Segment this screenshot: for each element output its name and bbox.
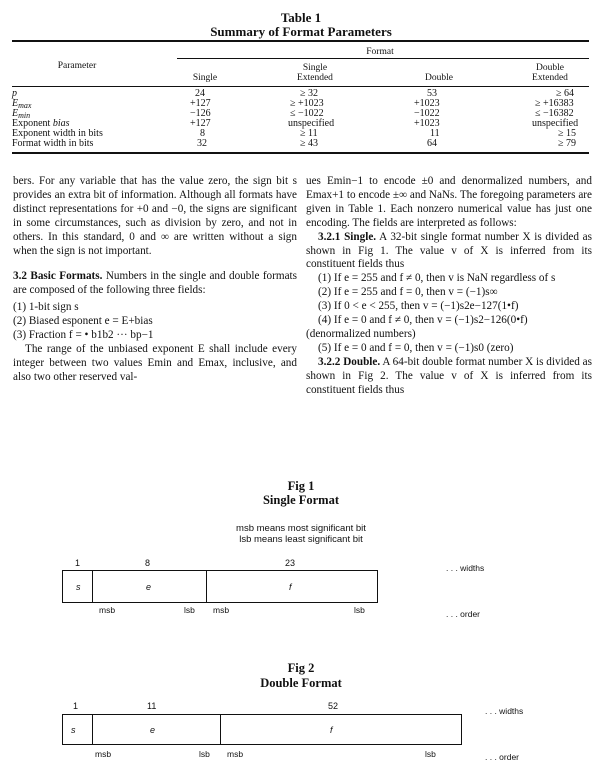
fig1-widths-label: . . . widths [446, 563, 485, 573]
table-subtitle: Summary of Format Parameters [210, 24, 392, 39]
col-double-ext-1: Double [536, 63, 564, 73]
fig2-field-e: e [150, 725, 156, 735]
paragraph-text: Numbers in the single and double formats are composed of the following three fields: [13, 270, 297, 297]
col-single: Single [192, 73, 218, 83]
list-item: (1) 1-bit sign s [13, 301, 79, 314]
cell-double: +1023 [414, 98, 440, 109]
fig2-order-label: . . . order [485, 752, 520, 762]
fig1-subcaption: Single Format [262, 493, 340, 507]
cell-double-ext: ≥ 64 [556, 88, 574, 99]
section-heading: 3.2 Basic Formats. [13, 270, 103, 283]
row-param: $E_{max}$ [12, 98, 32, 110]
col-double: Double [425, 73, 453, 83]
fig2-field-s: s [71, 725, 76, 735]
fig1-width-s: 1 [75, 558, 81, 568]
list-item: (1) If e = 255 and f ≠ 0, then v is NaN regardless of s [318, 272, 556, 285]
fig2-width-f: 52 [328, 701, 339, 711]
paragraph [306, 231, 592, 273]
fig2-lsb: lsb [425, 749, 436, 759]
left-column [13, 175, 297, 385]
fig2-subcaption: Double Format [260, 676, 342, 690]
list-item: (2) If e = 255 and f = 0, then v = (−1)s∞ [318, 286, 498, 299]
row-param: Format width in bits [12, 138, 94, 149]
col-double-ext-2: Extended [532, 73, 568, 83]
fig1-caption: Fig 1 [287, 479, 315, 493]
cell-single-ext: unspecified [288, 118, 335, 129]
cell-single: 24 [195, 88, 205, 99]
fig1-msb: msb [213, 605, 230, 615]
cell-double: +1023 [414, 118, 440, 129]
paragraph-text: A 32-bit single format number X is divided as shown in Fig 1. The value v of X is inferred from its constituent fields thus [306, 230, 592, 271]
fig2-width-e: 11 [147, 701, 157, 711]
list-item: (5) If e = 0 and f = 0, then v = (−1)s0 (zero) [318, 341, 514, 354]
list-item: (4) If e = 0 and f ≠ 0, then v = (−1)s2−126(0•f) (denormalized numbers) [306, 314, 528, 340]
fig2-divider [220, 714, 221, 745]
cell-single-ext: ≥ 43 [300, 138, 318, 149]
cell-single: 32 [197, 138, 207, 149]
fig1-field-e: e [146, 582, 152, 592]
fig1-legend-msb: msb means most significant bit [236, 523, 366, 534]
fig1-lsb: lsb [354, 605, 365, 615]
fig1-field-s: s [76, 582, 81, 592]
list-item: (3) Fraction f = • b1b2 ··· bp−1 [13, 329, 154, 342]
cell-double: 53 [427, 88, 437, 99]
cell-double-ext: ≥ 15 [558, 128, 576, 139]
cell-single: −126 [190, 108, 211, 119]
cell-double: 64 [427, 138, 437, 149]
fig1-legend-lsb: lsb means least significant bit [239, 534, 363, 545]
list-item: (3) If 0 < e < 255, then v = (−1)s2e−127(1•f) [318, 300, 519, 313]
param-header: Parameter [57, 61, 97, 71]
row-param: p [12, 88, 17, 99]
cell-double-ext: unspecified [532, 118, 579, 129]
paragraph [306, 356, 592, 398]
format-header: Format [366, 47, 394, 57]
table-header-rule [12, 86, 589, 87]
row-param: Exponent width in bits [12, 128, 103, 139]
fig2-width-s: 1 [73, 701, 79, 711]
cell-single-ext: ≥ 11 [300, 128, 318, 139]
cell-single-ext: ≤ −1022 [290, 108, 324, 119]
cell-single: +127 [190, 118, 211, 129]
row-param: $E_{min}$ [12, 108, 31, 120]
table-bottom-rule [12, 152, 589, 154]
fig2-msb: msb [95, 749, 112, 759]
cell-single: 8 [200, 128, 205, 139]
paragraph-text: A 64-bit double format number X is divided as shown in Fig 2. The value v of X is inferred from its constituent fields thus [306, 355, 592, 396]
paragraph: ues Emin−1 to encode ±0 and denormalized numbers, and Emax+1 to encode ±∞ and NaNs. The foregoing parameters are given in Table 1. Each nonzero numerical value has just one encoding. The fields are interpreted as follows: [306, 175, 592, 229]
section-heading: 3.2.1 Single. [318, 230, 377, 243]
cell-double: −1022 [414, 108, 440, 119]
fig2-widths-label: . . . widths [485, 706, 524, 716]
cell-single-ext: ≥ 32 [300, 88, 318, 99]
fig2-field-f: f [330, 725, 333, 735]
fig1-divider [92, 570, 93, 603]
fig2-msb: msb [227, 749, 244, 759]
table-title: Table 1 [280, 10, 322, 25]
table-top-rule [12, 40, 589, 42]
cell-double-ext: ≥ +16383 [535, 98, 574, 109]
right-column [306, 175, 592, 398]
cell-double-ext: ≥ 79 [558, 138, 576, 149]
paragraph [13, 270, 297, 298]
paragraph: bers. For any variable that has the value zero, the sign bit s provides an extra bit of information. Although all formats have distinct representations for +0 and −0, the signs are significant in some circumstances, such as division by zero, and not in others. In this standard, 0 and ∞ are written without a sign when the sign is not important. [13, 175, 297, 257]
section-heading: 3.2.2 Double. [318, 355, 381, 368]
fig1-divider [206, 570, 207, 603]
fig2-caption: Fig 2 [287, 661, 315, 675]
fig2-lsb: lsb [199, 749, 210, 759]
row-param: Exponent bias [12, 118, 70, 129]
fig1-format-box [62, 570, 378, 603]
cell-single: +127 [190, 98, 211, 109]
fig1-order-label: . . . order [446, 609, 481, 619]
col-single-ext-2: Extended [297, 73, 333, 83]
fig1-msb: msb [99, 605, 116, 615]
list-item: (2) Biased esponent e = E+bias [13, 315, 153, 328]
paragraph: The range of the unbiased exponent E shall include every integer between two values Emin and Emax, inclusive, and also two other reserved val- [13, 342, 297, 383]
fig1-field-f: f [289, 582, 292, 592]
fig2-divider [92, 714, 93, 745]
cell-double: 11 [430, 128, 440, 139]
cell-double-ext: ≤ −16382 [535, 108, 574, 119]
fig1-width-f: 23 [285, 558, 296, 568]
format-header-rule [177, 58, 589, 59]
fig1-width-e: 8 [145, 558, 151, 568]
fig1-lsb: lsb [184, 605, 195, 615]
fig2-format-box [62, 714, 462, 745]
col-single-ext-1: Single [302, 63, 328, 73]
cell-single-ext: ≥ +1023 [290, 98, 324, 109]
